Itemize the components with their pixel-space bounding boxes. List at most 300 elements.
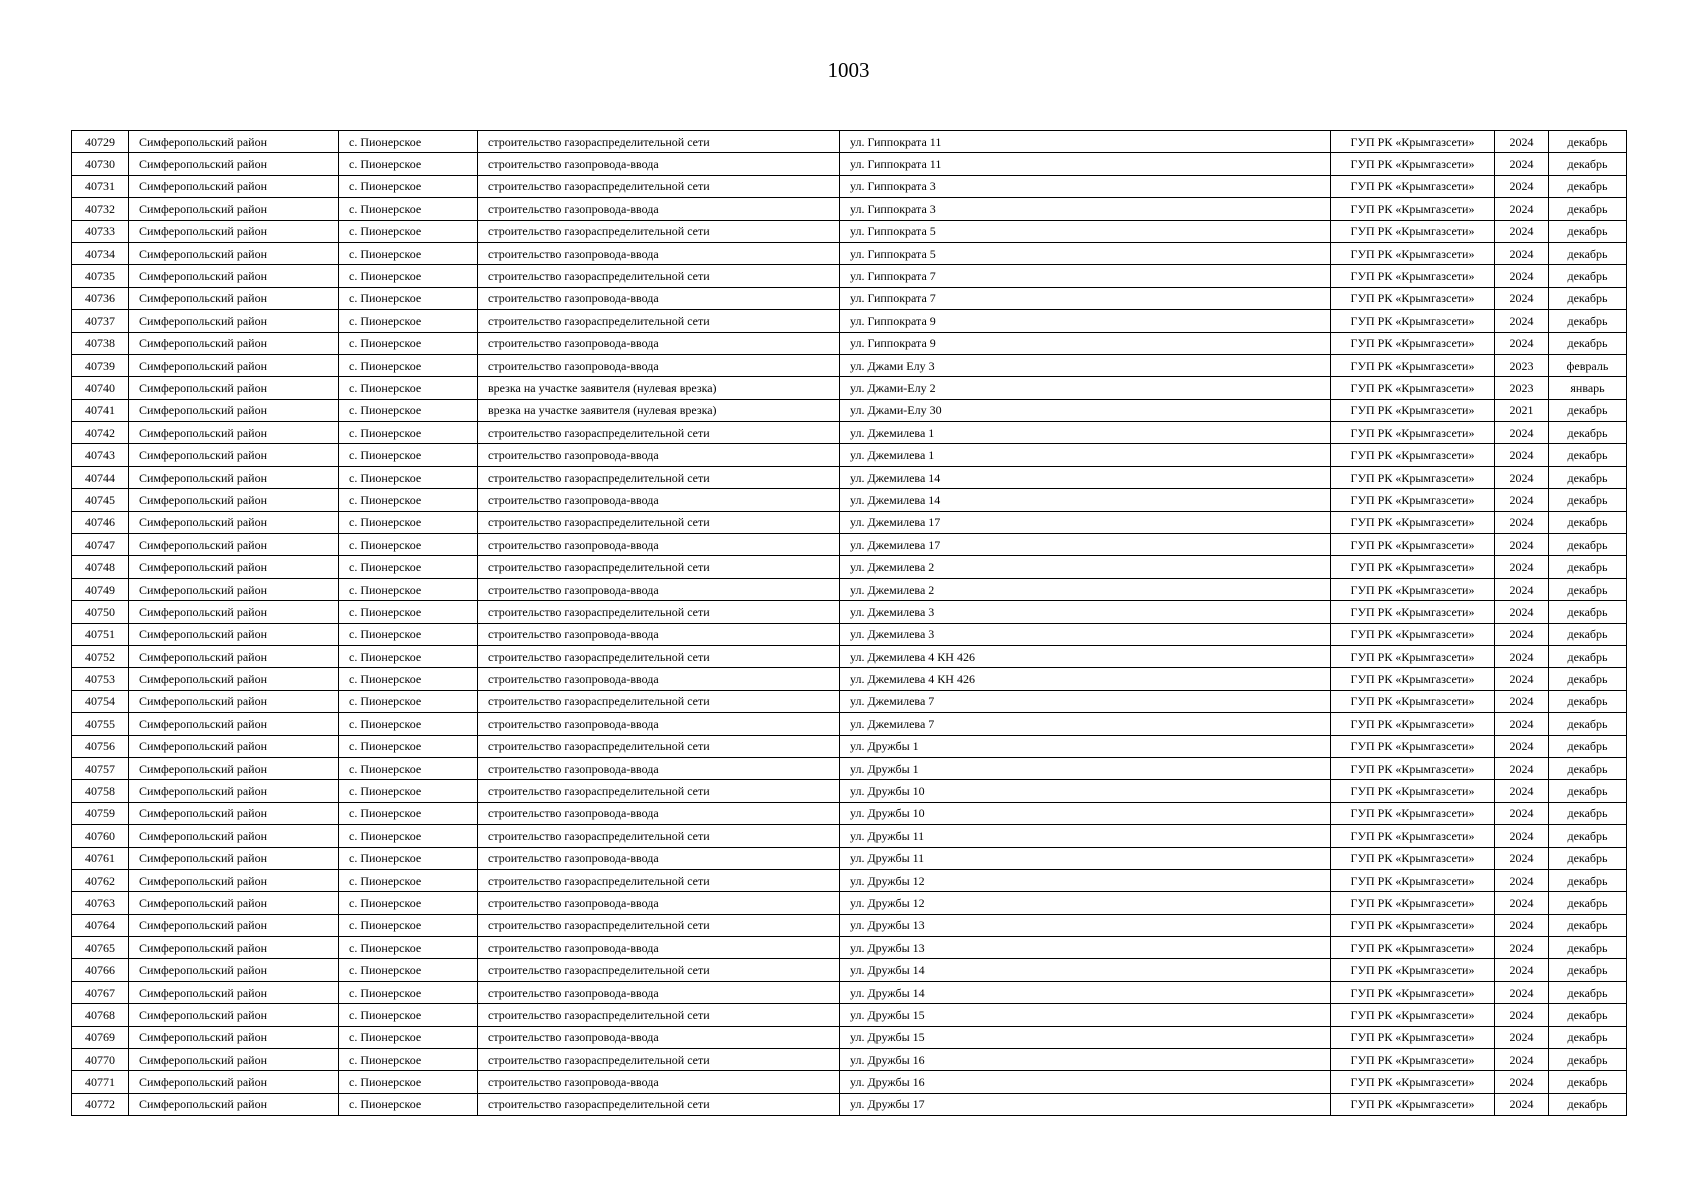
cell-address: ул. Джемилева 17 [840, 534, 1331, 556]
cell-district: Симферопольский район [129, 959, 339, 981]
cell-year: 2024 [1495, 601, 1549, 623]
cell-district: Симферопольский район [129, 1093, 339, 1115]
cell-work-type: строительство газораспределительной сети [478, 1004, 840, 1026]
cell-settlement: с. Пионерское [339, 869, 478, 891]
cell-settlement: с. Пионерское [339, 825, 478, 847]
table-row [72, 1026, 1627, 1048]
cell-work-type: строительство газопровода-ввода [478, 153, 840, 175]
cell-year: 2024 [1495, 847, 1549, 869]
cell-work-type: строительство газораспределительной сети [478, 645, 840, 667]
cell-year: 2024 [1495, 265, 1549, 287]
cell-address: ул. Дружбы 14 [840, 981, 1331, 1003]
cell-address: ул. Гиппократа 7 [840, 287, 1331, 309]
table-row [72, 802, 1627, 824]
table-row [72, 981, 1627, 1003]
table-row [72, 242, 1627, 264]
cell-address: ул. Джемилева 2 [840, 556, 1331, 578]
cell-row-id: 40741 [72, 399, 129, 421]
cell-year: 2023 [1495, 377, 1549, 399]
table-row [72, 757, 1627, 779]
cell-address: ул. Дружбы 1 [840, 735, 1331, 757]
cell-district: Симферопольский район [129, 220, 339, 242]
cell-row-id: 40755 [72, 713, 129, 735]
cell-organization: ГУП РК «Крымгазсети» [1331, 1071, 1495, 1093]
cell-settlement: с. Пионерское [339, 735, 478, 757]
cell-district: Симферопольский район [129, 444, 339, 466]
cell-year: 2024 [1495, 825, 1549, 847]
cell-month: декабрь [1549, 601, 1627, 623]
cell-district: Симферопольский район [129, 735, 339, 757]
cell-row-id: 40759 [72, 802, 129, 824]
cell-work-type: строительство газопровода-ввода [478, 981, 840, 1003]
cell-settlement: с. Пионерское [339, 399, 478, 421]
cell-month: декабрь [1549, 735, 1627, 757]
cell-month: декабрь [1549, 847, 1627, 869]
cell-month: декабрь [1549, 534, 1627, 556]
cell-district: Симферопольский район [129, 757, 339, 779]
table-row [72, 534, 1627, 556]
cell-year: 2024 [1495, 556, 1549, 578]
table-row [72, 466, 1627, 488]
cell-settlement: с. Пионерское [339, 847, 478, 869]
cell-address: ул. Джемилева 14 [840, 466, 1331, 488]
cell-organization: ГУП РК «Крымгазсети» [1331, 511, 1495, 533]
cell-district: Симферопольский район [129, 265, 339, 287]
cell-row-id: 40771 [72, 1071, 129, 1093]
cell-month: декабрь [1549, 198, 1627, 220]
cell-organization: ГУП РК «Крымгазсети» [1331, 1026, 1495, 1048]
cell-month: декабрь [1549, 1071, 1627, 1093]
cell-district: Симферопольский район [129, 1004, 339, 1026]
cell-row-id: 40752 [72, 645, 129, 667]
cell-year: 2024 [1495, 198, 1549, 220]
cell-address: ул. Гиппократа 11 [840, 131, 1331, 153]
document-table-container [71, 130, 1626, 1116]
cell-organization: ГУП РК «Крымгазсети» [1331, 534, 1495, 556]
cell-district: Симферопольский район [129, 713, 339, 735]
cell-work-type: строительство газораспределительной сети [478, 825, 840, 847]
cell-organization: ГУП РК «Крымгазсети» [1331, 377, 1495, 399]
cell-row-id: 40763 [72, 892, 129, 914]
table-row [72, 1071, 1627, 1093]
cell-row-id: 40744 [72, 466, 129, 488]
cell-organization: ГУП РК «Крымгазсети» [1331, 578, 1495, 600]
cell-month: декабрь [1549, 825, 1627, 847]
cell-address: ул. Джемилева 3 [840, 623, 1331, 645]
table-row [72, 444, 1627, 466]
cell-row-id: 40748 [72, 556, 129, 578]
cell-address: ул. Дружбы 1 [840, 757, 1331, 779]
table-row [72, 847, 1627, 869]
table-row [72, 354, 1627, 376]
cell-district: Симферопольский район [129, 645, 339, 667]
cell-year: 2024 [1495, 1004, 1549, 1026]
cell-organization: ГУП РК «Крымгазсети» [1331, 489, 1495, 511]
cell-district: Симферопольский район [129, 825, 339, 847]
cell-settlement: с. Пионерское [339, 422, 478, 444]
cell-work-type: строительство газопровода-ввода [478, 287, 840, 309]
cell-district: Симферопольский район [129, 534, 339, 556]
cell-row-id: 40761 [72, 847, 129, 869]
cell-month: декабрь [1549, 287, 1627, 309]
cell-organization: ГУП РК «Крымгазсети» [1331, 713, 1495, 735]
cell-settlement: с. Пионерское [339, 713, 478, 735]
cell-row-id: 40734 [72, 242, 129, 264]
cell-district: Симферопольский район [129, 153, 339, 175]
cell-work-type: строительство газопровода-ввода [478, 757, 840, 779]
cell-row-id: 40764 [72, 914, 129, 936]
cell-work-type: строительство газопровода-ввода [478, 1026, 840, 1048]
cell-row-id: 40730 [72, 153, 129, 175]
cell-organization: ГУП РК «Крымгазсети» [1331, 959, 1495, 981]
cell-work-type: строительство газораспределительной сети [478, 310, 840, 332]
cell-address: ул. Дружбы 15 [840, 1004, 1331, 1026]
cell-work-type: строительство газораспределительной сети [478, 466, 840, 488]
cell-organization: ГУП РК «Крымгазсети» [1331, 466, 1495, 488]
cell-address: ул. Джемилева 1 [840, 422, 1331, 444]
cell-address: ул. Джами-Елу 30 [840, 399, 1331, 421]
cell-settlement: с. Пионерское [339, 175, 478, 197]
cell-district: Симферопольский район [129, 578, 339, 600]
cell-district: Симферопольский район [129, 377, 339, 399]
table-row [72, 578, 1627, 600]
table-row [72, 690, 1627, 712]
cell-district: Симферопольский район [129, 802, 339, 824]
cell-address: ул. Дружбы 15 [840, 1026, 1331, 1048]
cell-year: 2024 [1495, 1026, 1549, 1048]
table-row [72, 914, 1627, 936]
cell-organization: ГУП РК «Крымгазсети» [1331, 310, 1495, 332]
cell-organization: ГУП РК «Крымгазсети» [1331, 1004, 1495, 1026]
cell-address: ул. Гиппократа 3 [840, 198, 1331, 220]
cell-organization: ГУП РК «Крымгазсети» [1331, 802, 1495, 824]
cell-work-type: строительство газопровода-ввода [478, 444, 840, 466]
table-row [72, 623, 1627, 645]
cell-settlement: с. Пионерское [339, 265, 478, 287]
table-row [72, 713, 1627, 735]
cell-row-id: 40736 [72, 287, 129, 309]
cell-settlement: с. Пионерское [339, 623, 478, 645]
cell-district: Симферопольский район [129, 489, 339, 511]
cell-month: декабрь [1549, 757, 1627, 779]
cell-year: 2024 [1495, 780, 1549, 802]
cell-month: декабрь [1549, 310, 1627, 332]
cell-month: декабрь [1549, 556, 1627, 578]
table-row [72, 198, 1627, 220]
cell-settlement: с. Пионерское [339, 131, 478, 153]
cell-year: 2024 [1495, 892, 1549, 914]
cell-work-type: строительство газораспределительной сети [478, 914, 840, 936]
cell-district: Симферопольский район [129, 354, 339, 376]
cell-month: декабрь [1549, 645, 1627, 667]
cell-district: Симферопольский район [129, 511, 339, 533]
table-row [72, 668, 1627, 690]
cell-address: ул. Джемилева 17 [840, 511, 1331, 533]
cell-organization: ГУП РК «Крымгазсети» [1331, 131, 1495, 153]
cell-settlement: с. Пионерское [339, 1004, 478, 1026]
cell-year: 2024 [1495, 869, 1549, 891]
cell-organization: ГУП РК «Крымгазсети» [1331, 892, 1495, 914]
cell-year: 2024 [1495, 623, 1549, 645]
cell-settlement: с. Пионерское [339, 534, 478, 556]
cell-address: ул. Дружбы 12 [840, 869, 1331, 891]
table-row [72, 1049, 1627, 1071]
cell-district: Симферопольский район [129, 175, 339, 197]
cell-settlement: с. Пионерское [339, 198, 478, 220]
cell-month: декабрь [1549, 511, 1627, 533]
cell-row-id: 40767 [72, 981, 129, 1003]
cell-year: 2024 [1495, 981, 1549, 1003]
cell-month: декабрь [1549, 869, 1627, 891]
cell-organization: ГУП РК «Крымгазсети» [1331, 869, 1495, 891]
cell-settlement: с. Пионерское [339, 332, 478, 354]
cell-work-type: строительство газопровода-ввода [478, 354, 840, 376]
cell-address: ул. Джемилева 7 [840, 690, 1331, 712]
table-row [72, 959, 1627, 981]
cell-organization: ГУП РК «Крымгазсети» [1331, 1049, 1495, 1071]
cell-settlement: с. Пионерское [339, 757, 478, 779]
cell-month: декабрь [1549, 422, 1627, 444]
cell-settlement: с. Пионерское [339, 937, 478, 959]
cell-year: 2024 [1495, 332, 1549, 354]
cell-row-id: 40758 [72, 780, 129, 802]
cell-row-id: 40762 [72, 869, 129, 891]
cell-address: ул. Джемилева 3 [840, 601, 1331, 623]
cell-district: Симферопольский район [129, 332, 339, 354]
cell-district: Симферопольский район [129, 466, 339, 488]
table-row [72, 869, 1627, 891]
cell-address: ул. Дружбы 14 [840, 959, 1331, 981]
cell-work-type: строительство газопровода-ввода [478, 713, 840, 735]
cell-address: ул. Джемилева 4 КН 426 [840, 668, 1331, 690]
cell-row-id: 40739 [72, 354, 129, 376]
table-row [72, 1004, 1627, 1026]
cell-organization: ГУП РК «Крымгазсети» [1331, 287, 1495, 309]
cell-organization: ГУП РК «Крымгазсети» [1331, 153, 1495, 175]
cell-year: 2024 [1495, 735, 1549, 757]
cell-settlement: с. Пионерское [339, 1093, 478, 1115]
cell-row-id: 40733 [72, 220, 129, 242]
cell-year: 2024 [1495, 287, 1549, 309]
cell-address: ул. Гиппократа 3 [840, 175, 1331, 197]
cell-district: Симферопольский район [129, 422, 339, 444]
cell-month: декабрь [1549, 220, 1627, 242]
cell-district: Симферопольский район [129, 556, 339, 578]
cell-row-id: 40737 [72, 310, 129, 332]
cell-organization: ГУП РК «Крымгазсети» [1331, 1093, 1495, 1115]
cell-year: 2024 [1495, 131, 1549, 153]
cell-row-id: 40740 [72, 377, 129, 399]
cell-organization: ГУП РК «Крымгазсети» [1331, 981, 1495, 1003]
cell-settlement: с. Пионерское [339, 601, 478, 623]
cell-address: ул. Дружбы 13 [840, 937, 1331, 959]
cell-row-id: 40746 [72, 511, 129, 533]
cell-row-id: 40750 [72, 601, 129, 623]
cell-settlement: с. Пионерское [339, 578, 478, 600]
cell-district: Симферопольский район [129, 1026, 339, 1048]
cell-row-id: 40765 [72, 937, 129, 959]
cell-row-id: 40732 [72, 198, 129, 220]
table-row [72, 287, 1627, 309]
table-row [72, 399, 1627, 421]
cell-organization: ГУП РК «Крымгазсети» [1331, 645, 1495, 667]
cell-organization: ГУП РК «Крымгазсети» [1331, 601, 1495, 623]
cell-organization: ГУП РК «Крымгазсети» [1331, 690, 1495, 712]
cell-year: 2024 [1495, 511, 1549, 533]
cell-row-id: 40757 [72, 757, 129, 779]
cell-settlement: с. Пионерское [339, 780, 478, 802]
cell-year: 2021 [1495, 399, 1549, 421]
cell-district: Симферопольский район [129, 668, 339, 690]
cell-address: ул. Джемилева 4 КН 426 [840, 645, 1331, 667]
cell-work-type: строительство газораспределительной сети [478, 735, 840, 757]
cell-settlement: с. Пионерское [339, 354, 478, 376]
cell-settlement: с. Пионерское [339, 310, 478, 332]
cell-year: 2024 [1495, 914, 1549, 936]
cell-work-type: строительство газопровода-ввода [478, 198, 840, 220]
cell-district: Симферопольский район [129, 892, 339, 914]
cell-row-id: 40742 [72, 422, 129, 444]
table-row [72, 780, 1627, 802]
cell-row-id: 40743 [72, 444, 129, 466]
cell-work-type: строительство газораспределительной сети [478, 959, 840, 981]
cell-month: декабрь [1549, 242, 1627, 264]
cell-year: 2024 [1495, 713, 1549, 735]
cell-settlement: с. Пионерское [339, 959, 478, 981]
cell-month: декабрь [1549, 802, 1627, 824]
cell-year: 2024 [1495, 422, 1549, 444]
cell-district: Симферопольский район [129, 1049, 339, 1071]
cell-settlement: с. Пионерское [339, 220, 478, 242]
cell-settlement: с. Пионерское [339, 377, 478, 399]
table-body [72, 131, 1627, 1116]
cell-year: 2024 [1495, 1049, 1549, 1071]
cell-year: 2024 [1495, 1071, 1549, 1093]
cell-organization: ГУП РК «Крымгазсети» [1331, 175, 1495, 197]
cell-row-id: 40768 [72, 1004, 129, 1026]
cell-district: Симферопольский район [129, 937, 339, 959]
cell-settlement: с. Пионерское [339, 466, 478, 488]
cell-row-id: 40766 [72, 959, 129, 981]
cell-settlement: с. Пионерское [339, 287, 478, 309]
cell-organization: ГУП РК «Крымгазсети» [1331, 332, 1495, 354]
cell-district: Симферопольский район [129, 131, 339, 153]
gasification-table [71, 130, 1627, 1116]
table-row [72, 377, 1627, 399]
table-row [72, 1093, 1627, 1115]
table-row [72, 645, 1627, 667]
cell-district: Симферопольский район [129, 780, 339, 802]
cell-year: 2024 [1495, 534, 1549, 556]
cell-settlement: с. Пионерское [339, 153, 478, 175]
cell-district: Симферопольский район [129, 287, 339, 309]
cell-address: ул. Гиппократа 11 [840, 153, 1331, 175]
cell-month: декабрь [1549, 578, 1627, 600]
cell-settlement: с. Пионерское [339, 511, 478, 533]
table-row [72, 556, 1627, 578]
cell-row-id: 40738 [72, 332, 129, 354]
cell-work-type: строительство газопровода-ввода [478, 802, 840, 824]
cell-district: Симферопольский район [129, 690, 339, 712]
cell-work-type: строительство газораспределительной сети [478, 220, 840, 242]
cell-year: 2024 [1495, 466, 1549, 488]
cell-row-id: 40749 [72, 578, 129, 600]
cell-month: декабрь [1549, 1026, 1627, 1048]
cell-work-type: строительство газораспределительной сети [478, 869, 840, 891]
cell-settlement: с. Пионерское [339, 489, 478, 511]
cell-settlement: с. Пионерское [339, 1049, 478, 1071]
cell-address: ул. Джемилева 1 [840, 444, 1331, 466]
cell-row-id: 40731 [72, 175, 129, 197]
cell-year: 2024 [1495, 668, 1549, 690]
cell-work-type: строительство газораспределительной сети [478, 780, 840, 802]
cell-work-type: строительство газопровода-ввода [478, 1071, 840, 1093]
cell-settlement: с. Пионерское [339, 1071, 478, 1093]
cell-row-id: 40760 [72, 825, 129, 847]
table-row [72, 511, 1627, 533]
cell-month: декабрь [1549, 153, 1627, 175]
cell-row-id: 40751 [72, 623, 129, 645]
cell-district: Симферопольский район [129, 914, 339, 936]
cell-address: ул. Гиппократа 9 [840, 310, 1331, 332]
cell-work-type: строительство газораспределительной сети [478, 1049, 840, 1071]
cell-settlement: с. Пионерское [339, 802, 478, 824]
cell-year: 2024 [1495, 220, 1549, 242]
cell-organization: ГУП РК «Крымгазсети» [1331, 735, 1495, 757]
cell-year: 2024 [1495, 757, 1549, 779]
cell-organization: ГУП РК «Крымгазсети» [1331, 780, 1495, 802]
cell-year: 2024 [1495, 1093, 1549, 1115]
cell-year: 2024 [1495, 444, 1549, 466]
cell-work-type: строительство газопровода-ввода [478, 489, 840, 511]
cell-address: ул. Джемилева 14 [840, 489, 1331, 511]
cell-year: 2024 [1495, 153, 1549, 175]
cell-work-type: строительство газораспределительной сети [478, 1093, 840, 1115]
cell-year: 2024 [1495, 175, 1549, 197]
cell-work-type: строительство газопровода-ввода [478, 892, 840, 914]
cell-organization: ГУП РК «Крымгазсети» [1331, 825, 1495, 847]
cell-year: 2024 [1495, 690, 1549, 712]
cell-year: 2024 [1495, 578, 1549, 600]
cell-work-type: строительство газораспределительной сети [478, 511, 840, 533]
cell-district: Симферопольский район [129, 310, 339, 332]
cell-organization: ГУП РК «Крымгазсети» [1331, 354, 1495, 376]
cell-work-type: врезка на участке заявителя (нулевая врезка) [478, 399, 840, 421]
cell-organization: ГУП РК «Крымгазсети» [1331, 668, 1495, 690]
table-row [72, 422, 1627, 444]
cell-work-type: строительство газораспределительной сети [478, 422, 840, 444]
cell-row-id: 40753 [72, 668, 129, 690]
cell-year: 2024 [1495, 802, 1549, 824]
table-row [72, 332, 1627, 354]
table-row [72, 153, 1627, 175]
cell-work-type: строительство газопровода-ввода [478, 534, 840, 556]
cell-address: ул. Гиппократа 7 [840, 265, 1331, 287]
table-row [72, 131, 1627, 153]
cell-row-id: 40754 [72, 690, 129, 712]
cell-address: ул. Гиппократа 9 [840, 332, 1331, 354]
cell-address: ул. Джами-Елу 2 [840, 377, 1331, 399]
cell-work-type: строительство газораспределительной сети [478, 601, 840, 623]
table-row [72, 601, 1627, 623]
cell-organization: ГУП РК «Крымгазсети» [1331, 757, 1495, 779]
cell-row-id: 40747 [72, 534, 129, 556]
cell-address: ул. Дружбы 13 [840, 914, 1331, 936]
cell-address: ул. Гиппократа 5 [840, 242, 1331, 264]
cell-organization: ГУП РК «Крымгазсети» [1331, 422, 1495, 444]
cell-work-type: строительство газопровода-ввода [478, 332, 840, 354]
cell-month: январь [1549, 377, 1627, 399]
